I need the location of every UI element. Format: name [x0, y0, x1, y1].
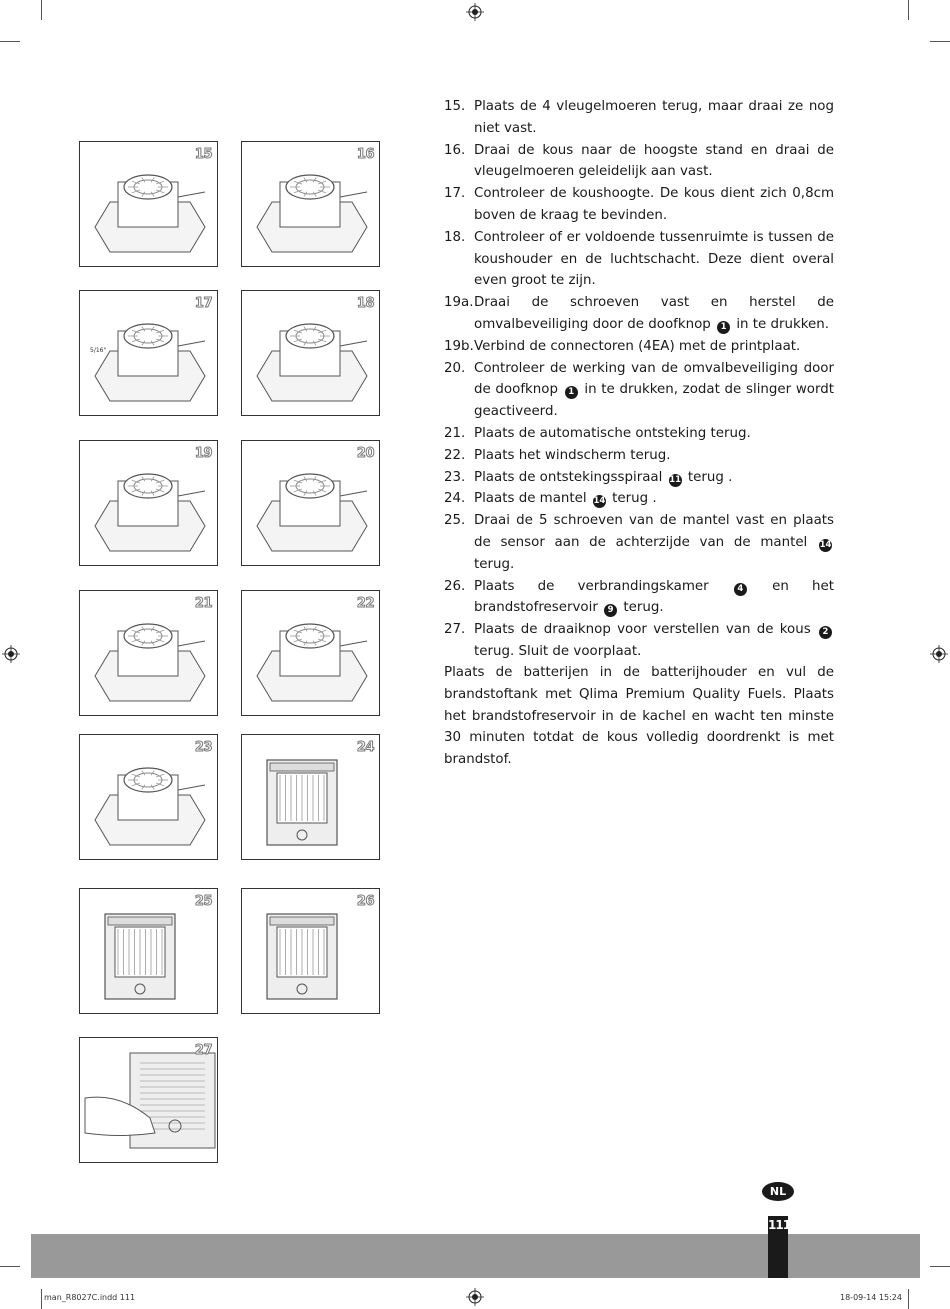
component-ref-icon: 14 [593, 496, 606, 507]
registration-mark-icon [2, 645, 20, 663]
crop-mark [908, 0, 909, 20]
figure-number: 25 [194, 894, 212, 909]
registration-mark-icon [930, 645, 948, 663]
step-text: Controleer de koushoogte. De kous dient zich 0,8cm boven de kraag te bevinden. [474, 186, 834, 223]
figure-panel-22 [241, 590, 380, 716]
step-text: Plaats de automatische ontsteking terug. [474, 425, 751, 441]
step-text: Draai de 5 schroeven van de mantel vast en plaats de sensor aan de achterzijde van de mantel [474, 513, 834, 550]
component-ref-icon: 1 [717, 321, 730, 334]
step-text: Plaats de verbrandingskamer [474, 578, 709, 594]
step-number: 22. [444, 447, 466, 463]
step-number: 16. [444, 142, 466, 158]
crop-mark [930, 41, 950, 42]
step-item [444, 358, 834, 423]
step-text: Plaats het windscherm terug. [474, 447, 671, 463]
figure-panel-21 [79, 590, 218, 716]
step-text: terug. [474, 556, 515, 572]
figure-panel-20 [241, 440, 380, 566]
figure-number: 22 [356, 596, 374, 611]
step-item [444, 445, 834, 467]
step-number: 21. [444, 425, 466, 441]
step-text: terug. [623, 600, 664, 616]
step-text: Plaats de ontstekingsspiraal [474, 469, 663, 485]
step-number: 19a. [444, 295, 474, 311]
step-text: terug. Sluit de voorplaat. [474, 643, 642, 659]
component-ref-icon: 2 [819, 626, 832, 639]
step-number: 24. [444, 491, 466, 507]
step-text: en het brandstofreservoir [474, 578, 835, 616]
step-text: Controleer de werking van de omvalbeveiliging door de doofknop [474, 360, 834, 398]
step-number: 23. [444, 469, 466, 485]
component-ref-icon: 11 [669, 474, 682, 485]
step-item [444, 336, 834, 358]
page-number: 111 [768, 1218, 791, 1232]
component-ref-icon: 14 [819, 539, 832, 550]
figure-panel-23 [79, 734, 218, 860]
component-ref-icon: 1 [565, 386, 578, 399]
figure-number: 19 [194, 446, 212, 461]
step-number: 19b. [444, 338, 474, 354]
figure-panel-27 [79, 1037, 218, 1163]
step-text: Verbind de connectoren (4EA) met de printplaat. [474, 338, 801, 354]
figure-number: 26 [356, 894, 374, 909]
figure-number: 17 [194, 296, 212, 311]
step-text: in te drukken, zodat de slinger wordt geactiveerd. [474, 382, 835, 420]
slug-file: man_R8027C.indd 111 [44, 1293, 136, 1302]
step-text: terug . [612, 491, 657, 507]
crop-mark [930, 1266, 950, 1267]
figure-panel-19 [79, 440, 218, 566]
figure-panel-17 [79, 290, 218, 416]
step-text: Plaats de mantel [474, 491, 587, 507]
figure-number: 23 [194, 740, 212, 755]
closing-paragraph: Plaats de batterijen in de batterijhouder en vul de brandstoftank met Qlima Premium Quality Fuels. Plaats het brandstofreservoir in de kachel en wacht ten minste 30 minuten totdat de kous volledig doordrenkt is met brandstof. [444, 665, 834, 768]
figure-number: 20 [356, 446, 374, 461]
instruction-steps [444, 96, 834, 663]
step-text: Plaats de 4 vleugelmoeren terug, maar draai ze nog niet vast. [474, 99, 834, 136]
step-item [444, 488, 834, 510]
step-text: Plaats de draaiknop voor verstellen van de kous [474, 622, 811, 638]
step-number: 18. [444, 229, 466, 245]
figure-17-label: 5/16" [90, 347, 107, 354]
figure-panel-24 [241, 734, 380, 860]
figure-number: 24 [356, 740, 374, 755]
step-text: Controleer of er voldoende tussenruimte is tussen de koushouder en de luchtschacht. Deze dient overal even groot te zijn. [474, 229, 834, 289]
crop-mark [0, 41, 20, 42]
step-number: 26. [444, 578, 466, 594]
step-item [444, 423, 834, 445]
figure-number: 16 [356, 147, 374, 162]
step-text: Draai de kous naar de hoogste stand en draai de vleugelmoeren geleidelijk aan vast. [474, 142, 834, 180]
step-text: terug . [687, 469, 733, 485]
figure-number: 18 [356, 296, 374, 311]
crop-mark [908, 1289, 909, 1309]
step-number: 20. [444, 360, 466, 376]
crop-mark [41, 1289, 42, 1309]
step-item [444, 140, 834, 184]
language-badge: NL [762, 1182, 794, 1201]
step-item [444, 510, 834, 575]
step-item [444, 227, 834, 292]
step-text: Draai de schroeven vast en herstel de omvalbeveiliging door de doofknop [474, 295, 834, 332]
crop-mark [41, 0, 42, 20]
slug-date: 18-09-14 15:24 [840, 1293, 902, 1302]
figure-number: 27 [194, 1043, 212, 1058]
step-item [444, 467, 834, 489]
figure-panel-25 [79, 888, 218, 1014]
crop-mark [0, 1266, 20, 1267]
figure-panel-26 [241, 888, 380, 1014]
figure-number: 15 [194, 147, 212, 162]
figure-panel-15 [79, 141, 218, 267]
step-item [444, 619, 834, 663]
step-item [444, 183, 834, 227]
step-item [444, 96, 834, 140]
component-ref-icon: 4 [734, 583, 747, 596]
step-number: 17. [444, 186, 466, 202]
step-item [444, 576, 834, 620]
step-number: 27. [444, 622, 466, 638]
figure-panel-18 [241, 290, 380, 416]
registration-mark-icon [466, 1288, 484, 1306]
figure-panel-16 [241, 141, 380, 267]
step-text: in te drukken. [736, 316, 830, 332]
step-number: 15. [444, 99, 466, 114]
registration-mark-icon [466, 3, 484, 21]
component-ref-icon: 9 [604, 604, 617, 617]
step-number: 25. [444, 513, 466, 529]
figure-number: 21 [194, 596, 212, 611]
step-item [444, 292, 834, 336]
